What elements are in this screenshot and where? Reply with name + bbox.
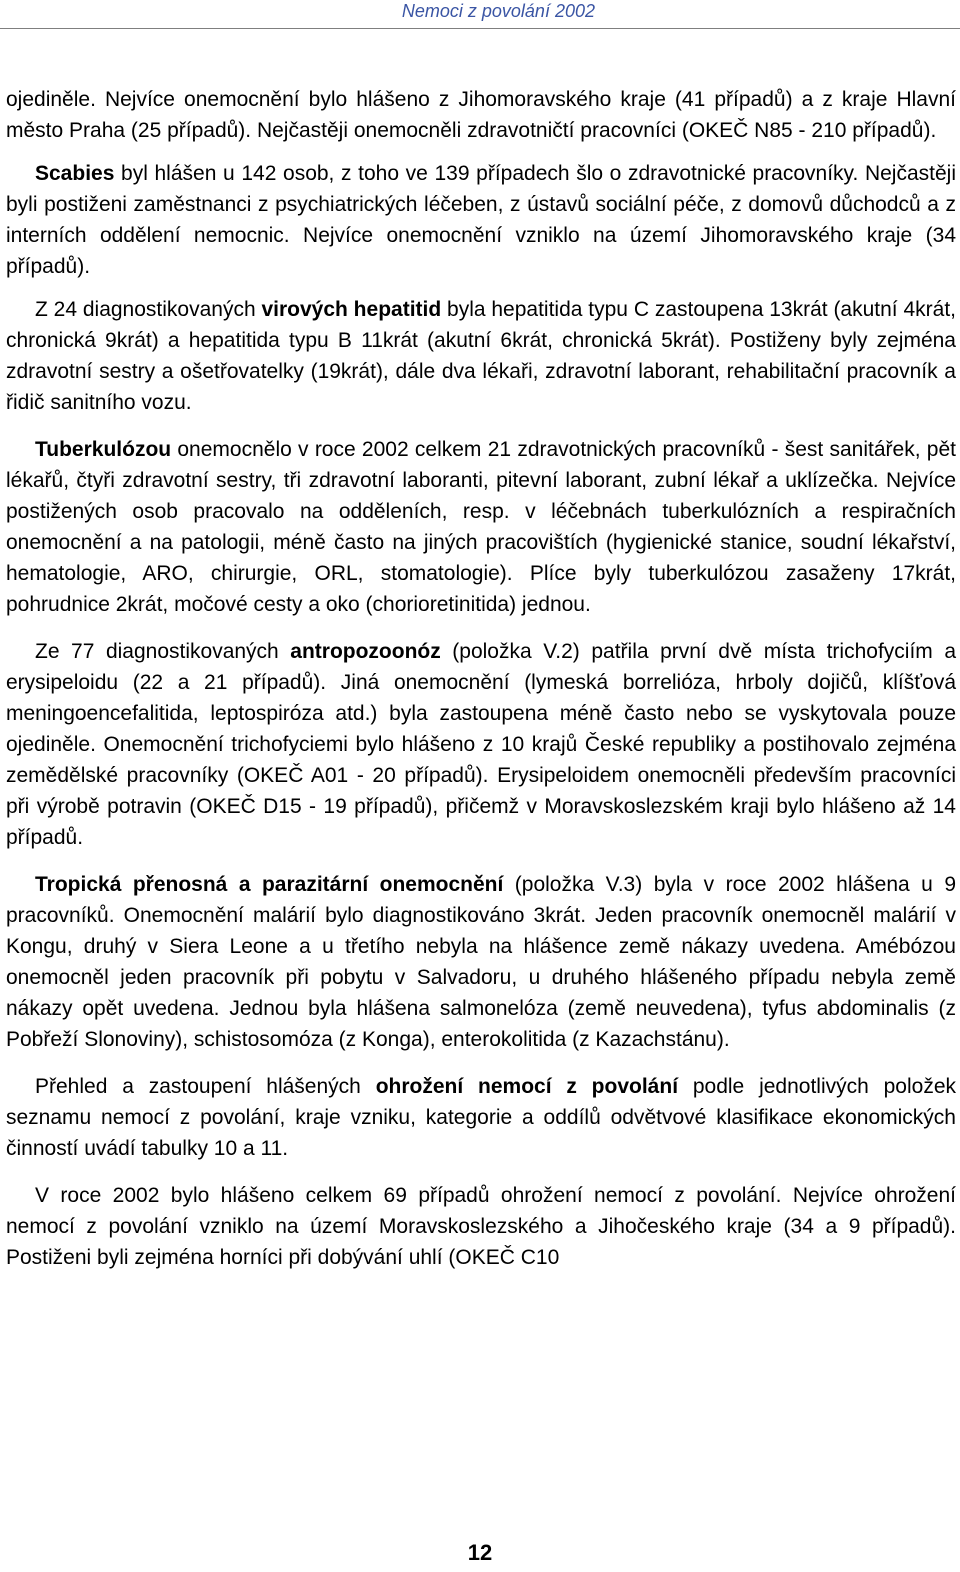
- paragraph-text: (položka V.2) patřila první dvě místa trichofyciím a erysipeloidu (22 a 21 případů). Jiná onemocnění (lymeská borrelióza, hrboly dojičů, klíšťová meningoencefalitida, leptospiróza atd.) byla zastoupena méně často nebo se vyskytovala pouze ojediněle. Onemocnění trichofyciemi bylo hlášeno z 10 krajů České republiky a postihovalo zejména zemědělské pracovníky (OKEČ A01 - 20 případů). Erysipeloidem onemocněli především pracovníci při výrobě potravin (OKEČ D15 - 19 případů), přičemž v Moravskoslezském kraji bylo hlášeno až 14 případů.: [6, 640, 956, 849]
- paragraph-text: (položka V.3) byla v roce 2002 hlášena u 9 pracovníků. Onemocnění malárií bylo diagnostikováno 3krát. Jeden pracovník onemocněl malárií v Kongu, druhý v Siera Leone a u třetího nebyla na hlášence země nákazy uvedena. Amébózou onemocněl jeden pracovník při pobytu v Salvadoru, u druhého hlášeného případu nebyla země nákazy opět uvedena. Jednou byla hlášena salmonelóza (země neuvedena), tyfus abdominalis (z Pobřeží Slonoviny), schistosomóza (z Konga), enterokolitida (z Kazachstánu).: [6, 873, 957, 1051]
- paragraph-anthropozoonoses: [6, 636, 956, 853]
- paragraph-overview: [6, 1071, 956, 1164]
- paragraph-tropical-diseases: [6, 869, 956, 1055]
- page-header: [0, 0, 960, 28]
- page-number: 12: [467, 1540, 493, 1565]
- term-tropical-diseases: Tropická přenosná a parazitární onemocnění: [35, 873, 504, 896]
- paragraph-text: Přehled a zastoupení hlášených: [35, 1075, 376, 1098]
- paragraph-hepatitis: [6, 294, 956, 418]
- paragraph-text: Z 24 diagnostikovaných: [35, 298, 262, 321]
- paragraph-text: podle jednotlivých položek seznamu nemocí z povolání, kraje vzniku, kategorie a oddílů odvětvové klasifikace ekonomických činností uvádí tabulky 10 a 11.: [6, 1075, 957, 1160]
- paragraph-text: byla hepatitida typu C zastoupena 13krát (akutní 4krát, chronická 9krát) a hepatitida typu B 11krát (akutní 6krát, chronická 5krát). Postiženy byly zejména zdravotní sestry a ošetřovatelky (19krát), dále dva lékaři, zdravotní laborant, rehabilitační pracovník a řidič sanitního vozu.: [6, 298, 956, 414]
- term-viral-hepatitis: virových hepatitid: [261, 298, 442, 321]
- term-occupational-threat: ohrožení nemocí z povolání: [375, 1075, 679, 1098]
- paragraph-text: Ze 77 diagnostikovaných: [35, 640, 291, 663]
- paragraph-text: byl hlášen u 142 osob, z toho ve 139 případech šlo o zdravotnické pracovníky. Nejčastěji byli postiženi zaměstnanci z psychiatrických léčeben, z ústavů sociální péče, z domovů důchodců a z interních oddělení nemocnic. Nejvíce onemocnění vzniklo na území Jihomoravského kraje (34 případů).: [6, 162, 956, 278]
- paragraph-threat-cases: V roce 2002 bylo hlášeno celkem 69 případů ohrožení nemocí z povolání. Nejvíce ohrožení nemocí z povolání vzniklo na území Moravskoslezského a Jihočeského kraje (34 a 9 případů). Postiženi byli zejména horníci při dobývání uhlí (OKEČ C10: [6, 1184, 956, 1269]
- paragraph-scabies: [6, 158, 956, 282]
- header-title: Nemoci z povolání 2002: [401, 1, 595, 21]
- term-anthropozoonoses: antropozoonóz: [290, 640, 441, 663]
- paragraph-text: onemocnělo v roce 2002 celkem 21 zdravotnických pracovníků - šest sanitářek, pět lékařů, čtyři zdravotní sestry, tři zdravotní laboranti, pitevní laborant, zubní lékař a uklízečka. Nejvíce postižených osob pracovalo na odděleních, resp. v léčebnách tuberkulózních a respiračních onemocnění a na patologii, méně často na jiných pracovištích (hygienické stanice, soudní lékařství, hematologie, ARO, chirurgie, ORL, stomatologie). Plíce byly tuberkulózou zasaženy 17krát, pohrudnice 2krát, močové cesty a oko (chorioretinitida) jednou.: [6, 438, 956, 616]
- header-rule: [0, 28, 960, 29]
- paragraph-tuberculosis: [6, 434, 956, 620]
- term-scabies: Scabies: [35, 162, 115, 185]
- term-tuberculosis: Tuberkulózou: [35, 438, 172, 461]
- paragraph-continuation: ojediněle. Nejvíce onemocnění bylo hlášeno z Jihomoravského kraje (41 případů) a z kraje Hlavní město Praha (25 případů). Nejčastěji onemocněli zdravotničtí pracovníci (OKEČ N85 - 210 případů).: [6, 88, 956, 142]
- document-body: [6, 84, 956, 1273]
